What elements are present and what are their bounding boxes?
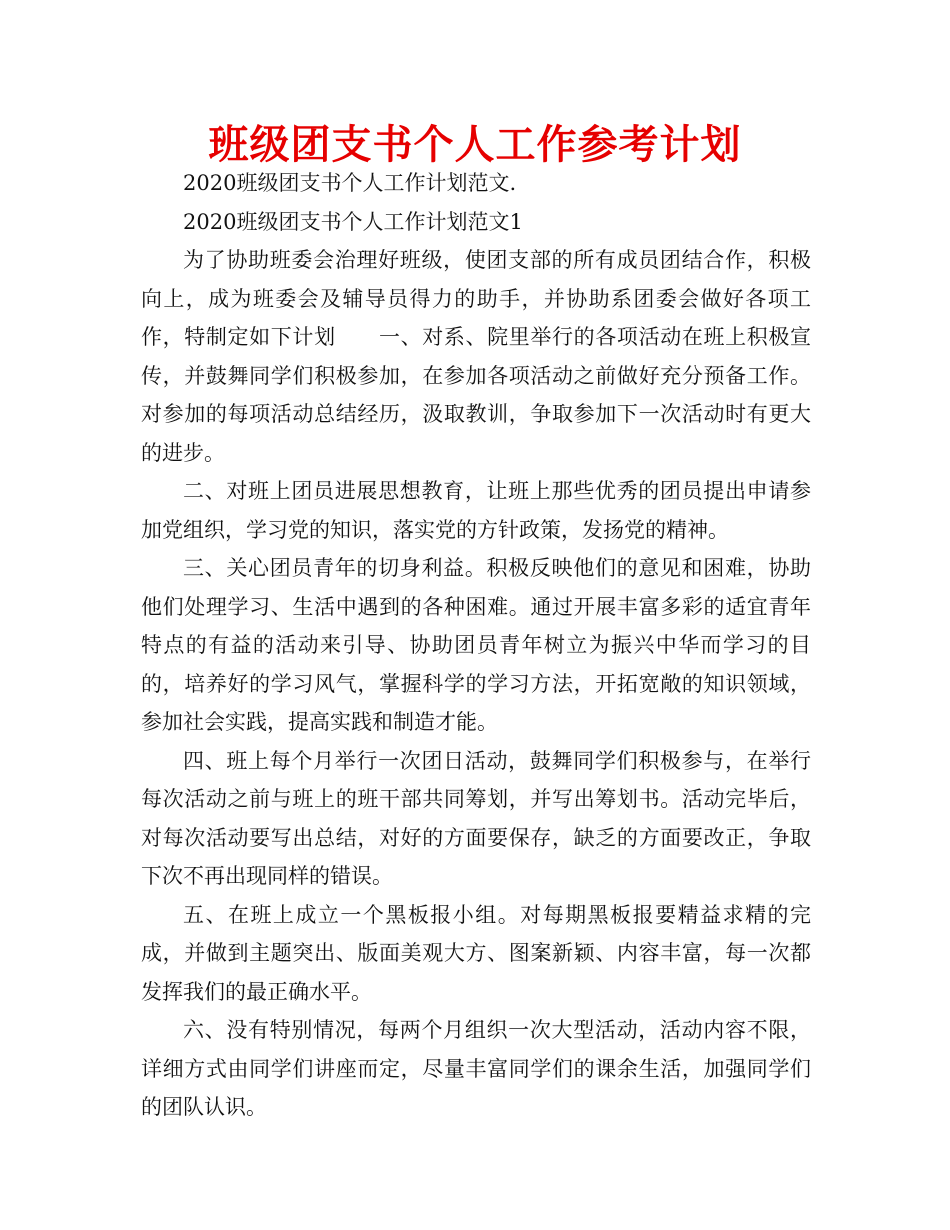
subtitle-line: 2020班级团支书个人工作计划范文1 bbox=[183, 209, 523, 234]
body-paragraph: 三、关心团员青年的切身利益。积极反映他们的意见和困难，协助他们处理学习、生活中遇到的各种困难。通过开展丰富多彩的适宜青年特点的有益的活动来引导、协助团员青年树立为振兴中华而学习的目的，培养好的学习风气，掌握科学的学习方法，开拓宽敞的知识领域，参加社会实践，提高实践和制造才能。 bbox=[141, 556, 811, 734]
body-paragraph: 五、在班上成立一个黑板报小组。对每期黑板报要精益求精的完成，并做到主题突出、版面美观大方、图案新颖、内容丰富，每一次都发挥我们的最正确水平。 bbox=[141, 902, 811, 1004]
body-paragraph: 六、没有特别情况，每两个月组织一次大型活动，活动内容不限，详细方式由同学们讲座而定，尽量丰富同学们的课余生活，加强同学们的团队认识。 bbox=[141, 1018, 811, 1119]
subtitle-line: 2020班级团支书个人工作计划范文. bbox=[183, 171, 517, 195]
document-title: 班级团支书个人工作参考计划 bbox=[208, 122, 742, 168]
body-paragraph: 为了协助班委会治理好班级，使团支部的所有成员团结合作，积极向上，成为班委会及辅导员得力的助手，并协助系团委会做好各项工作，特制定如下计划 一、对系、院里举行的各项活动在班上积极宣传，并鼓舞同学们积极参加，在参加各项活动之前做好充分预备工作。对参加的每项活动总结经历，汲取教训，争取参加下一次活动时有更大的进步。 bbox=[141, 248, 811, 465]
document-body bbox=[141, 164, 811, 1127]
body-paragraph: 四、班上每个月举行一次团日活动，鼓舞同学们积极参与，在举行每次活动之前与班上的班干部共同筹划，并写出筹划书。活动完毕后，对每次活动要写出总结，对好的方面要保存，缺乏的方面要改正，争取下次不再出现同样的错误。 bbox=[141, 748, 811, 888]
body-paragraph: 二、对班上团员进展思想教育，让班上那些优秀的团员提出申请参加党组织，学习党的知识，落实党的方针政策，发扬党的精神。 bbox=[141, 479, 811, 542]
